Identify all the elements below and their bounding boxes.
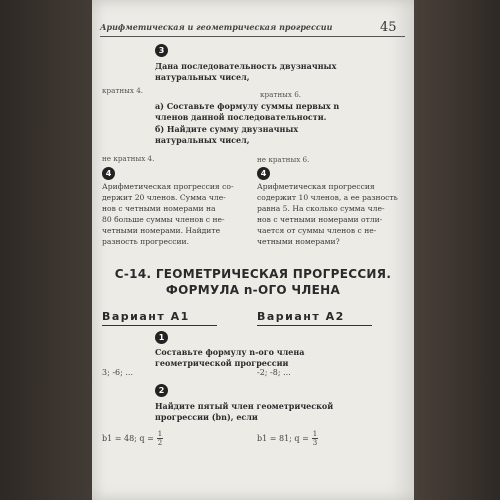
text-line: равна 5. На сколько сумма чле- xyxy=(257,204,385,213)
fraction-numerator: 1 xyxy=(312,430,318,438)
task3-part-b xyxy=(155,124,355,146)
task-number-badge: 1 xyxy=(155,331,168,344)
text-line: Составьте формулу n-ого члена xyxy=(155,347,305,357)
task4-right-text xyxy=(257,181,402,247)
text-line: натуральных чисел, xyxy=(155,72,250,82)
text-line: прогрессии (bn), если xyxy=(155,412,258,422)
variant-a1-rule xyxy=(102,325,217,326)
text-line: Найдите пятый член геометрической xyxy=(155,401,334,411)
text-line: содержит 10 членов, а ее разность xyxy=(257,193,398,202)
variant-a2-rule xyxy=(257,325,372,326)
book-edge-right xyxy=(414,0,500,500)
text-line: Дана последовательность двузначных xyxy=(155,61,337,71)
text-line: Арифметическая прогрессия xyxy=(257,182,375,191)
header-rule xyxy=(100,36,405,37)
text-line: членов данной последовательности. xyxy=(155,112,327,122)
task-number-badge: 3 xyxy=(155,44,168,57)
text-line: держит 20 членов. Сумма чле- xyxy=(102,193,226,202)
task4-left-text xyxy=(102,181,242,247)
task-number-badge: 4 xyxy=(102,167,115,180)
text-line: разность прогрессии. xyxy=(102,237,190,246)
text-line: четными номерами? xyxy=(257,237,340,246)
text-line: нов с четными номерами на xyxy=(102,204,216,213)
option-right: кратных 6. xyxy=(260,90,302,99)
text-line: четными номерами. Найдите xyxy=(102,226,221,235)
variant-a1-heading: Вариант А1 xyxy=(102,310,190,323)
book-page xyxy=(92,0,414,500)
formula-text: b1 = 81; q = xyxy=(257,434,309,443)
text-line: геометрической прогрессии xyxy=(155,358,289,368)
running-title: Арифметическая и геометрическая прогрессии xyxy=(100,22,333,32)
formula-text: b1 = 48; q = xyxy=(102,434,154,443)
fraction-denominator: 2 xyxy=(157,439,163,447)
s14-task1-text xyxy=(155,347,355,369)
option-left: кратных 4. xyxy=(102,86,144,95)
fraction xyxy=(312,430,318,447)
s14-task2-text xyxy=(155,401,365,423)
option-left-b: не кратных 4. xyxy=(102,154,155,163)
fraction-numerator: 1 xyxy=(157,430,163,438)
formula-right xyxy=(257,430,318,447)
sequence-left: 3; -6; ... xyxy=(102,368,133,377)
formula-left xyxy=(102,430,163,447)
text-line: а) Составьте формулу суммы первых n xyxy=(155,101,340,111)
fraction-denominator: 3 xyxy=(312,439,318,447)
text-line: нов с четными номерами отли- xyxy=(257,215,383,224)
task3-stem xyxy=(155,61,355,83)
fraction xyxy=(157,430,163,447)
task3-part-a xyxy=(155,101,375,123)
section-title-line1: С-14. ГЕОМЕТРИЧЕСКАЯ ПРОГРЕССИЯ. xyxy=(114,267,392,281)
page-number: 45 xyxy=(380,20,397,35)
text-line: натуральных чисел, xyxy=(155,135,250,145)
option-right-b: не кратных 6. xyxy=(257,155,310,164)
task-number-badge: 4 xyxy=(257,167,270,180)
variant-a2-heading: Вариант А2 xyxy=(257,310,345,323)
book-binding-left xyxy=(0,0,92,500)
text-line: чается от суммы членов с не- xyxy=(257,226,377,235)
section-title-line2: ФОРМУЛА n-ОГО ЧЛЕНА xyxy=(165,283,341,297)
task-number-badge: 2 xyxy=(155,384,168,397)
text-line: Арифметическая прогрессия со- xyxy=(102,182,234,191)
sequence-right: -2; -8; ... xyxy=(257,368,291,377)
text-line: 80 больше суммы членов с не- xyxy=(102,215,225,224)
text-line: б) Найдите сумму двузначных xyxy=(155,124,299,134)
